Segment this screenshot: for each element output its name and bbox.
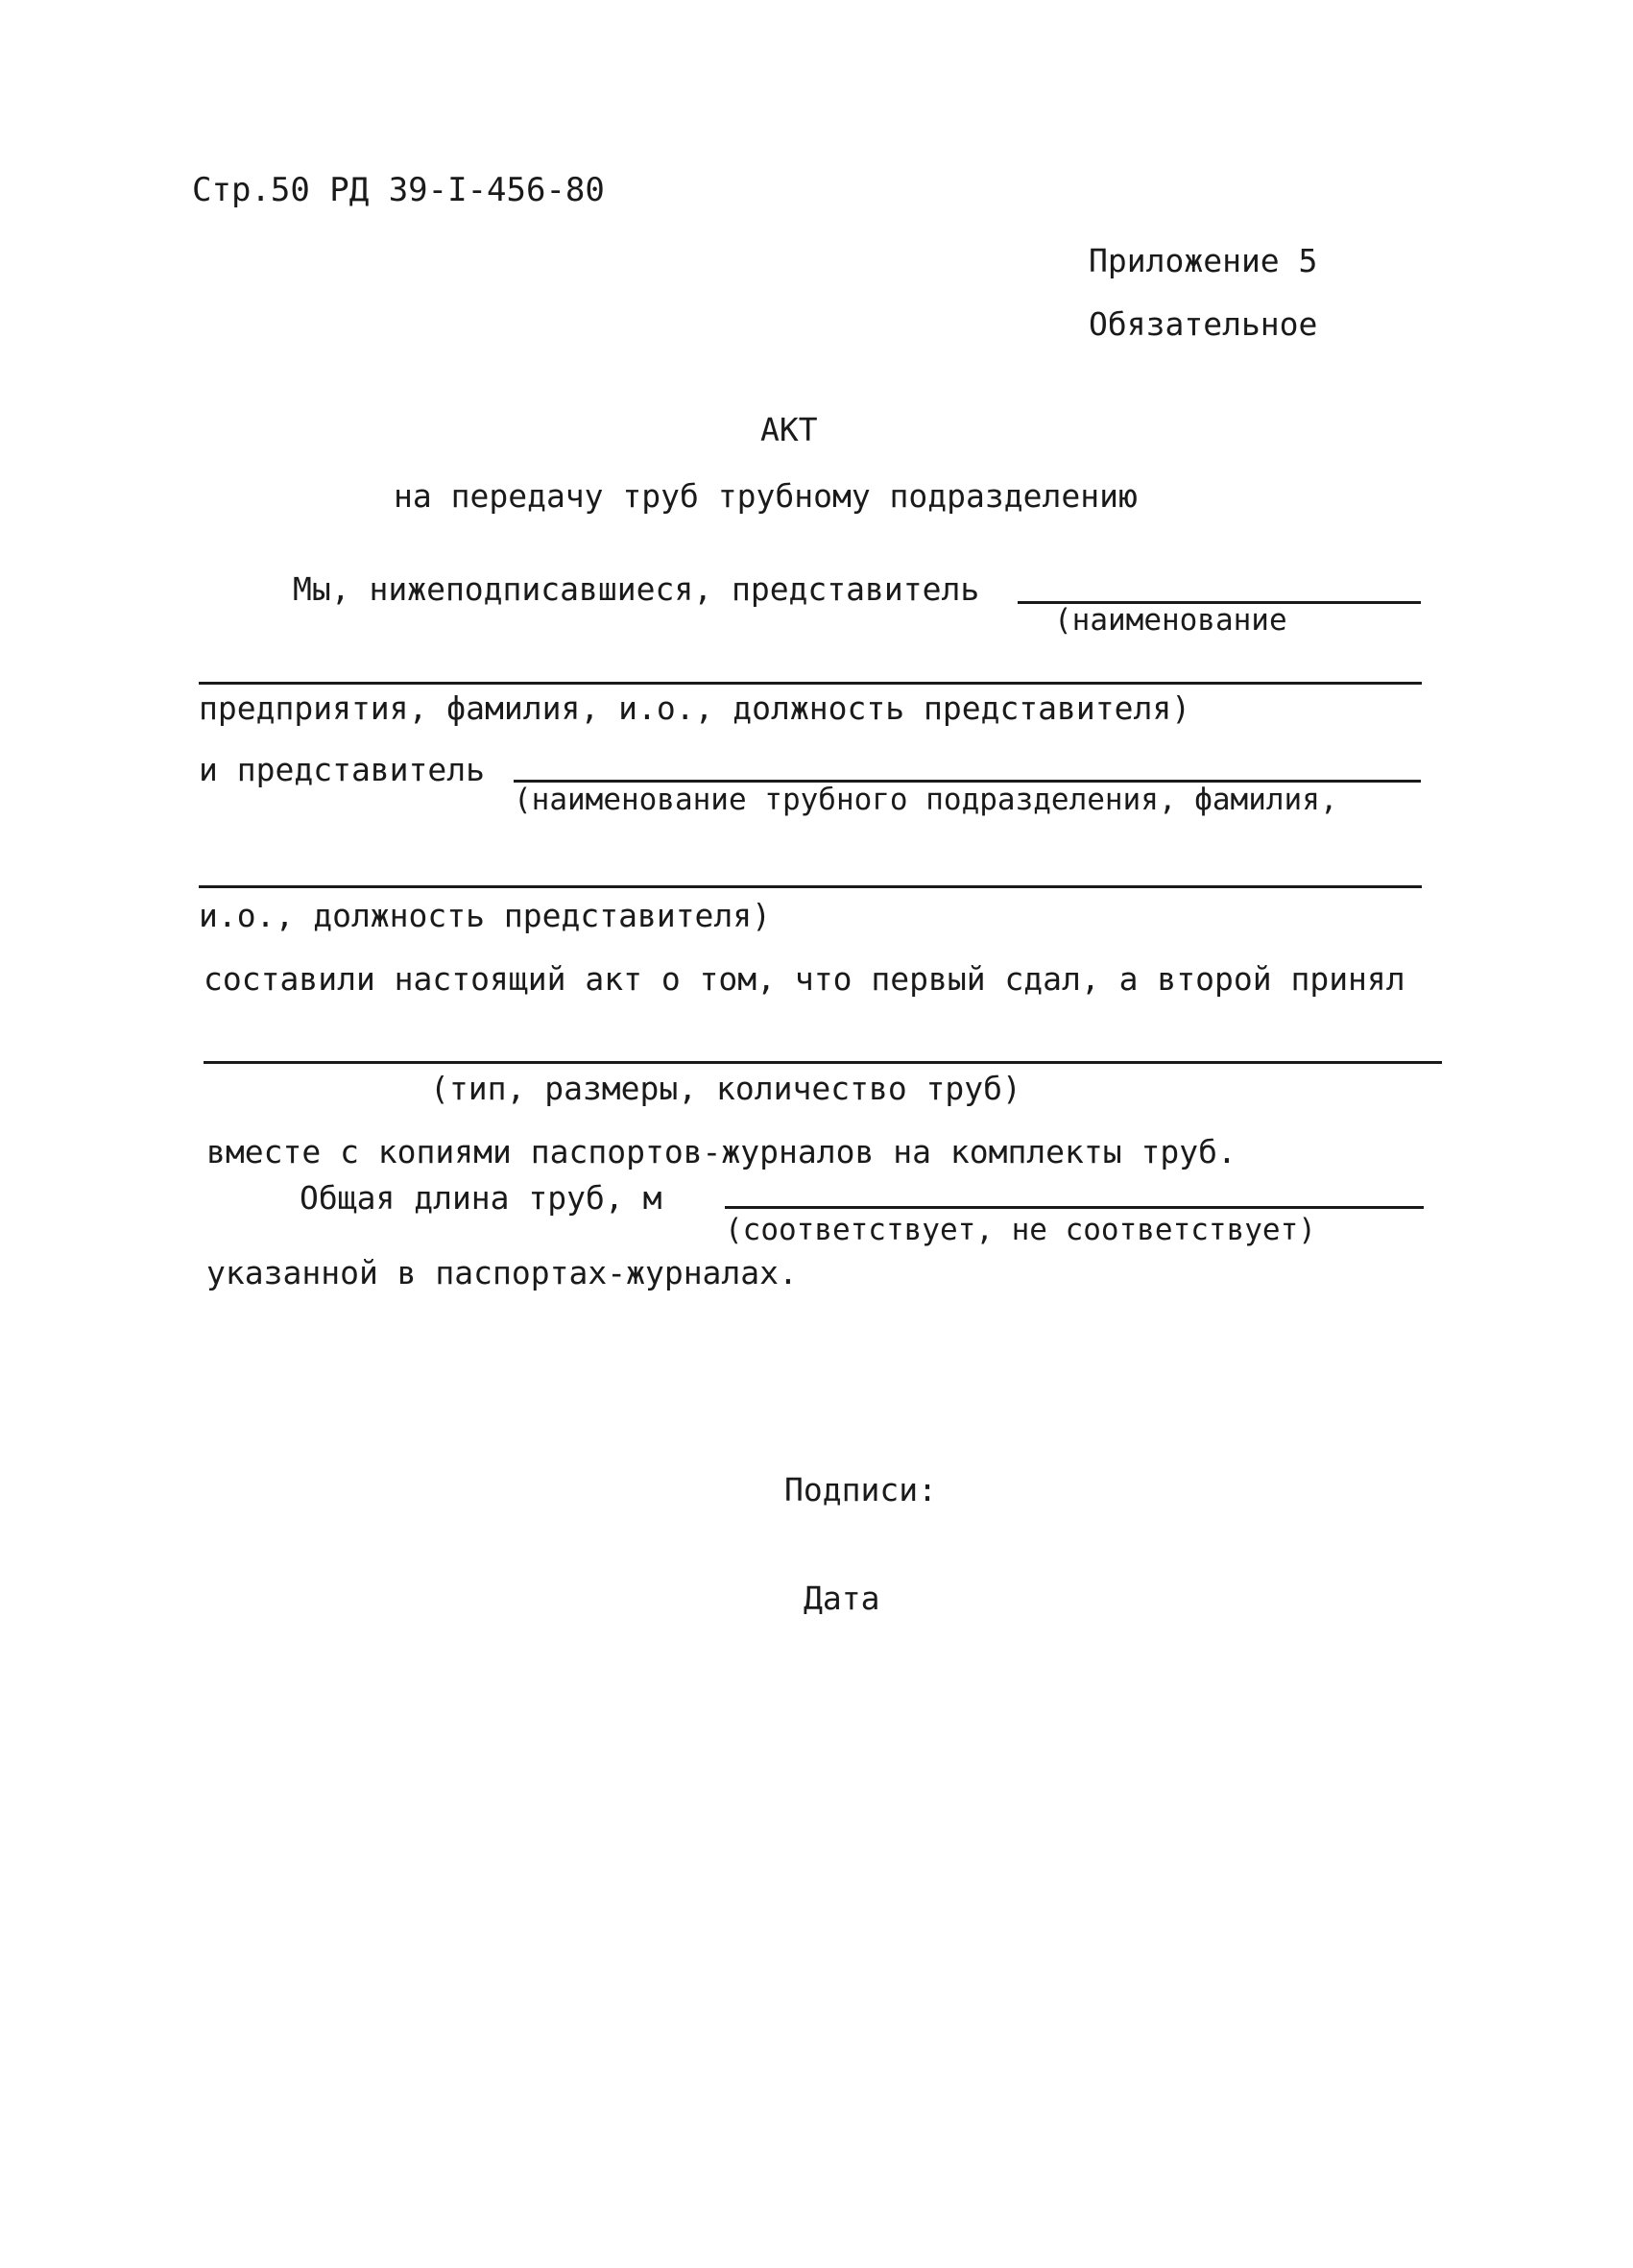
appendix-label: Приложение 5 [1089,242,1318,279]
page-reference: Стр.50 РД 39-I-456-80 [192,171,605,209]
paragraph-5-tail: указанной в паспортах-журналах. [206,1254,798,1291]
appendix-status: Обязательное [1089,305,1318,343]
date-label: Дата [804,1580,880,1617]
hint-compliance: (соответствует, не соответствует) [725,1213,1316,1247]
paragraph-3-text: составили настоящий акт о том, что первый сдал, а второй принял [204,960,1405,998]
hint-pipe-division-name: (наименование трубного подразделения, фамилия, [514,783,1338,817]
paragraph-1-intro: Мы, нижеподписавшиеся, представитель [293,570,980,608]
hint-pipe-info: (тип, размеры, количество труб) [430,1070,1021,1107]
fill-line-enterprise-details [199,682,1422,685]
fill-line-total-length [725,1206,1424,1209]
paragraph-2-intro: и представитель [199,751,486,788]
fill-line-pipe-division-details [199,885,1422,888]
hint-enterprise-name: (наименование [1054,603,1287,638]
document-title: АКТ [760,411,818,448]
hint-pipe-division-details: и.о., должность представителя) [199,897,772,934]
paragraph-5-intro: Общая длина труб, м [300,1179,662,1217]
fill-line-pipe-info [204,1061,1442,1064]
document-subtitle: на передачу труб трубному подразделению [394,477,1138,515]
hint-enterprise-details: предприятия, фамилия, и.о., должность представителя) [199,689,1191,727]
paragraph-4-text: вместе с копиями паспортов-журналов на комплекты труб. [206,1133,1237,1170]
signatures-label: Подписи: [784,1471,937,1508]
